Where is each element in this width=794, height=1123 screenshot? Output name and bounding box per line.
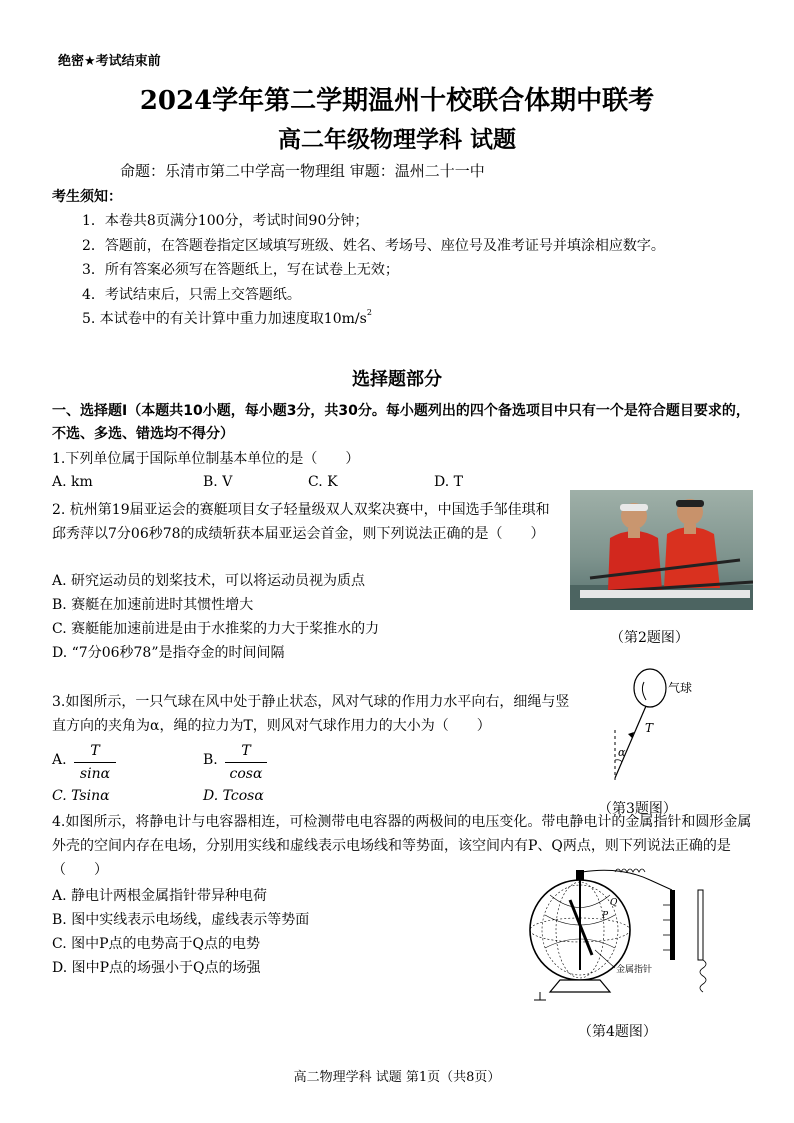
q4-option-c: C. 图中P点的电势高于Q点的电势: [52, 936, 261, 952]
q4-option-a: A. 静电计两根金属指针带异种电荷: [52, 888, 268, 904]
superscript: 2: [366, 308, 372, 317]
notice-item: 1．本卷共8页满分100分，考试时间90分钟；: [82, 213, 369, 229]
q2-option-a: A. 研究运动员的划桨技术，可以将运动员视为质点: [52, 573, 366, 589]
q3-option-c: C. Tsinα: [52, 788, 110, 804]
notice-item: 2．答题前，在答题卷指定区域填写班级、姓名、考场号、座位号及准考证号并填涂相应数字。: [82, 238, 665, 254]
page-footer: 高二物理学科 试题 第1页（共8页）: [293, 1070, 501, 1085]
q2-stem: 2. 杭州第19届亚运会的赛艇项目女子轻量级双人双桨决赛中，中国选手邹佳琪和邱秀萍以7分06秒78的成绩斩获本届亚运会首金，则下列说法正确的是（ ）: [52, 502, 550, 542]
fraction-denominator: sinα: [79, 766, 111, 782]
electroscope-diagram: [520, 860, 750, 1005]
rowing-photo: [570, 490, 753, 610]
balloon-label: 气球: [668, 681, 693, 695]
q3-option-b-fraction: [225, 742, 267, 783]
fraction-bar: [225, 762, 267, 763]
fraction-bar: [74, 762, 116, 763]
q2-figure-caption: （第2题图）: [610, 630, 689, 646]
angle-label: α: [618, 746, 626, 759]
author-line: 命题：乐清市第二中学高一物理组 审题：温州二十一中: [120, 162, 485, 180]
fraction-denominator: cosα: [229, 766, 263, 782]
q2-option-c: C. 赛艇能加速前进是由于水推桨的力大于桨推水的力: [52, 621, 380, 637]
notice-item-text: 5. 本试卷中的有关计算中重力加速度取10m/s: [82, 311, 367, 327]
fraction-numerator: T: [241, 743, 251, 759]
q3-option-b-label: B.: [203, 752, 218, 768]
notice-heading: 考生须知：: [52, 189, 122, 205]
q1-stem: 1.下列单位属于国际单位制基本单位的是（ ）: [52, 451, 360, 467]
q2-option-d: D. “7分06秒78”是指夺金的时间间隔: [52, 645, 285, 661]
part-instructions: 一、选择题Ⅰ（本题共10小题，每小题3分，共30分。每小题列出的四个备选项目中只有一个是符合题目要求的，不选、多选、错选均不得分）: [52, 403, 750, 442]
q4-option-d: D. 图中P点的场强小于Q点的场强: [52, 960, 261, 976]
q3-option-d: D. Tcosα: [203, 788, 264, 804]
notice-item: 3．所有答案必须写在答题纸上，写在试卷上无效；: [82, 262, 399, 278]
balloon-diagram: [600, 660, 720, 785]
exam-subtitle: 高二年级物理学科 试题: [277, 126, 516, 153]
needle-label: 金属指针: [616, 965, 653, 975]
section-title: 选择题部分: [352, 369, 442, 390]
confidential-mark: 绝密★考试结束前: [58, 54, 161, 69]
point-p-label: P: [602, 911, 609, 921]
q1-option-b: B. V: [203, 474, 233, 490]
exam-title: 2024学年第二学期温州十校联合体期中联考: [139, 86, 655, 116]
notice-item: 4．考试结束后，只需上交答题纸。: [82, 287, 301, 303]
q1-option-c: C. K: [308, 474, 338, 490]
q4-stem: 4.如图所示，将静电计与电容器相连，可检测带电电容器的两极间的电压变化。带电静电计的金属指针和圆形金属外壳的空间内存在电场，分别用实线和虚线表示电场线和等势面，该空间内有P、Q两点，则下列说法正确的是（ ）: [52, 814, 752, 878]
q3-option-a-fraction: [74, 742, 116, 783]
q3-option-a-label: A.: [52, 752, 67, 768]
notice-item: [82, 308, 372, 328]
q2-option-b: B. 赛艇在加速前进时其惯性增大: [52, 597, 254, 613]
q4-option-b: B. 图中实线表示电场线，虚线表示等势面: [52, 912, 310, 928]
point-q-label: Q: [610, 898, 618, 908]
fraction-numerator: T: [90, 743, 100, 759]
q1-option-a: A. km: [52, 474, 93, 490]
q3-figure-caption: （第3题图）: [598, 801, 677, 817]
q4-figure-caption: （第4题图）: [578, 1024, 657, 1040]
q3-stem: 3.如图所示，一只气球在风中处于静止状态，风对气球的作用力水平向右，细绳与竖直方向的夹角为α，绳的拉力为T，则风对气球作用力的大小为（ ）: [52, 694, 570, 734]
q1-option-d: D. T: [434, 474, 463, 490]
tension-label: T: [645, 721, 654, 735]
